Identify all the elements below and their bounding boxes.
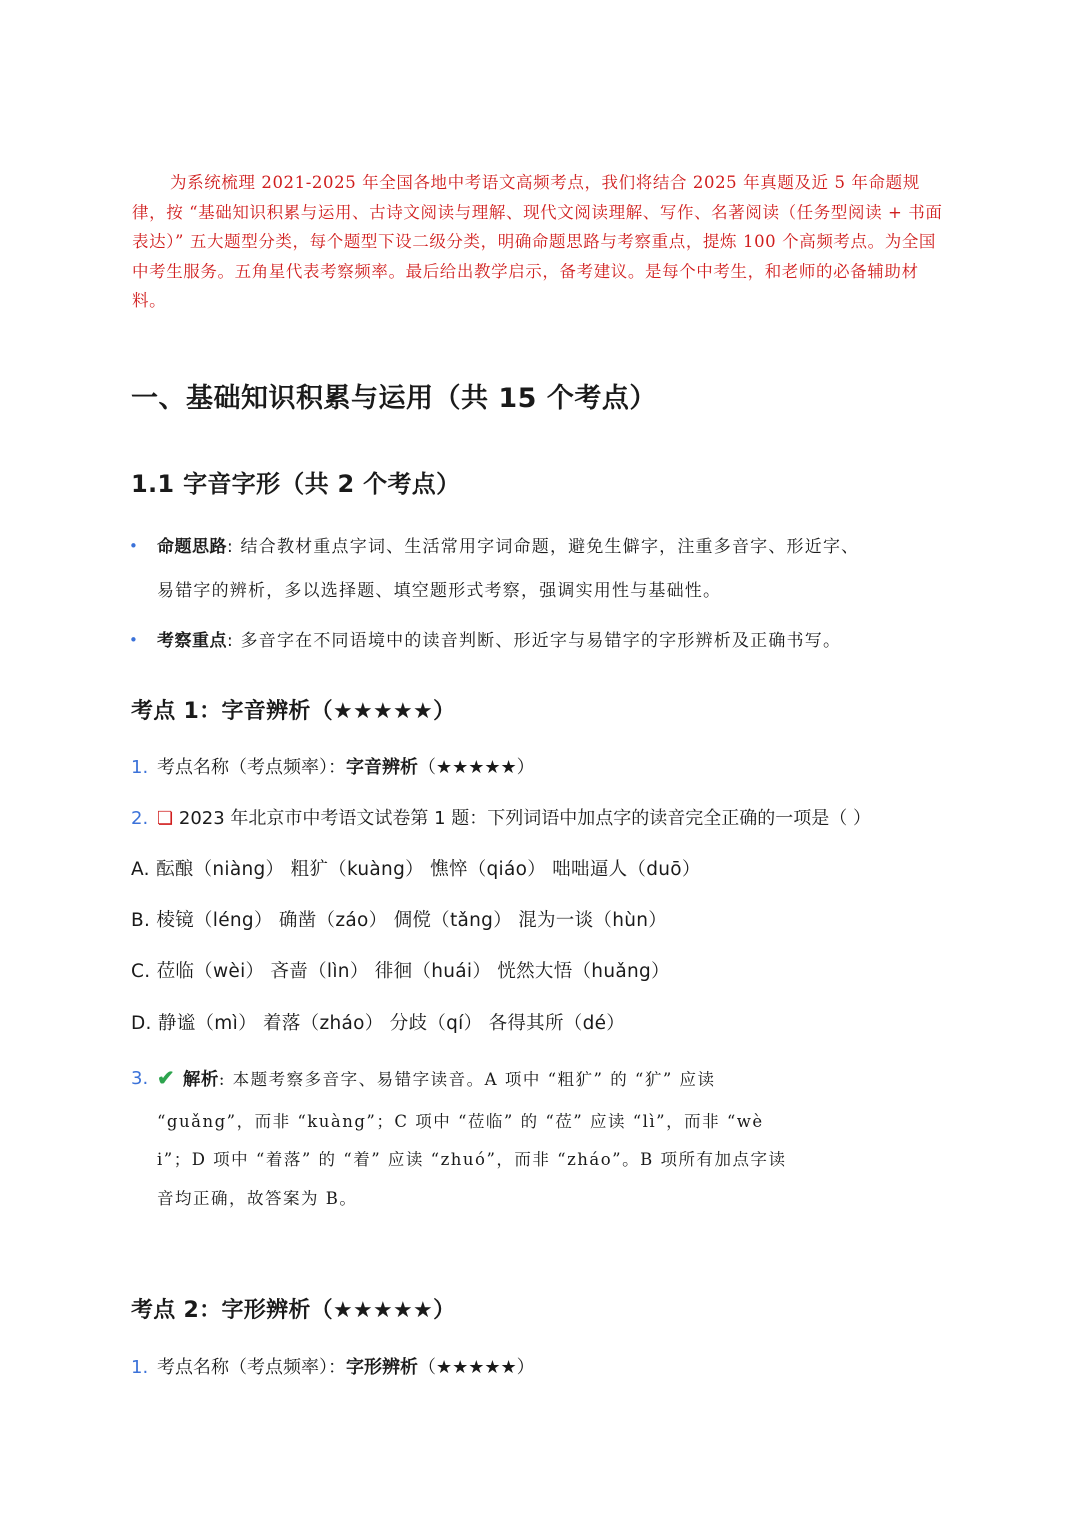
bullet-text: 多音字在不同语境中的读音判断、形近字与易错字的字形辨析及正确书写。 — [233, 631, 842, 651]
point-heading: 考点 2：字形辨析（★★★★★） — [131, 1298, 456, 1323]
check-icon: ✔ — [157, 1065, 177, 1090]
bullet-text: 结合教材重点字词、生活常用字词命题，避免生僻字，注重多音字、形近字、 — [233, 537, 860, 557]
bullet-colon: : — [227, 537, 234, 557]
list-item — [157, 808, 871, 830]
point-heading: 考点 1：字音辨析（★★★★★） — [131, 699, 456, 724]
item-suffix: （★★★★★） — [418, 1357, 535, 1378]
bullet-line — [157, 536, 947, 558]
item-prefix: 考点名称（考点频率）： — [157, 757, 346, 778]
bullet-icon: • — [129, 631, 138, 649]
question-text: 2023 年北京市中考语文试卷第 1 题：下列词语中加点字的读音完全正确的一项是（ ） — [178, 808, 872, 829]
item-prefix: 考点名称（考点频率）： — [157, 1357, 346, 1378]
analysis-text-line: 音均正确，故答案为 B。 — [157, 1189, 358, 1208]
bullet-icon: • — [129, 537, 138, 555]
list-number: 2. — [131, 808, 149, 829]
bullet-key: 命题思路 — [157, 537, 227, 557]
list-item — [157, 757, 535, 779]
option-d: D. 静谧（mì） 着落（zháo） 分歧（qí） 各得其所（dé） — [131, 1013, 626, 1034]
analysis-text-line: i”；D 项中 “着落” 的 “着” 应读 “zhuó”，而非 “zháo”。B 项所有加点字读 — [157, 1150, 787, 1169]
bullet-colon: : — [227, 631, 234, 651]
option-b: B. 棱镜（léng） 确凿（záo） 倜傥（tǎng） 混为一谈（hùn） — [131, 910, 668, 931]
list-item — [157, 1357, 535, 1379]
item-key: 字形辨析 — [346, 1357, 418, 1378]
section-heading: 一、基础知识积累与运用（共 15 个考点） — [131, 383, 657, 414]
subsection-heading: 1.1 字音字形（共 2 个考点） — [131, 470, 461, 498]
checkbox-icon: ❏ — [157, 808, 174, 829]
analysis-text-line: “guǎng”，而非 “kuàng”；C 项中 “莅临” 的 “莅” 应读 “lì”，而非 “wè — [157, 1112, 764, 1131]
item-key: 字音辨析 — [346, 757, 418, 778]
bullet-key: 考察重点 — [157, 631, 227, 651]
bullet-line — [157, 630, 947, 652]
intro-paragraph: 为系统梳理 2021-2025 年全国各地中考语文高频考点，我们将结合 2025 年真题及近 5 年命题规律，按 “基础知识积累与运用、古诗文阅读与理解、现代文阅读理解、写作、名著阅读（任务型阅读 + 书面表达）” 五大题型分类，每个题型下设二级分类，明确命题思路与考察重点，提炼 100 个高频考点。为全国中考生服务。五角星代表考察频率。最后给出教学启示，备考建议。是每个中考生，和老师的必备辅助材料。 — [132, 173, 943, 310]
analysis-text: 本题考察多音字、易错字读音。A 项中 “粗犷” 的 “犷” 应读 — [225, 1070, 716, 1089]
list-number: 3. — [131, 1068, 149, 1089]
analysis-line — [157, 1059, 947, 1100]
analysis-key: 解析 — [182, 1070, 219, 1090]
item-suffix: （★★★★★） — [418, 757, 535, 778]
bullet-text-continued: 易错字的辨析，多以选择题、填空题形式考察，强调实用性与基础性。 — [157, 581, 722, 601]
list-number: 1. — [131, 757, 149, 778]
analysis-colon: : — [218, 1070, 226, 1089]
list-number: 1. — [131, 1357, 149, 1378]
option-a: A. 酝酿（niàng） 粗犷（kuàng） 憔悴（qiáo） 咄咄逼人（duō） — [131, 859, 701, 880]
option-c: C. 莅临（wèi） 吝啬（lìn） 徘徊（huái） 恍然大悟（huǎng） — [131, 961, 670, 982]
